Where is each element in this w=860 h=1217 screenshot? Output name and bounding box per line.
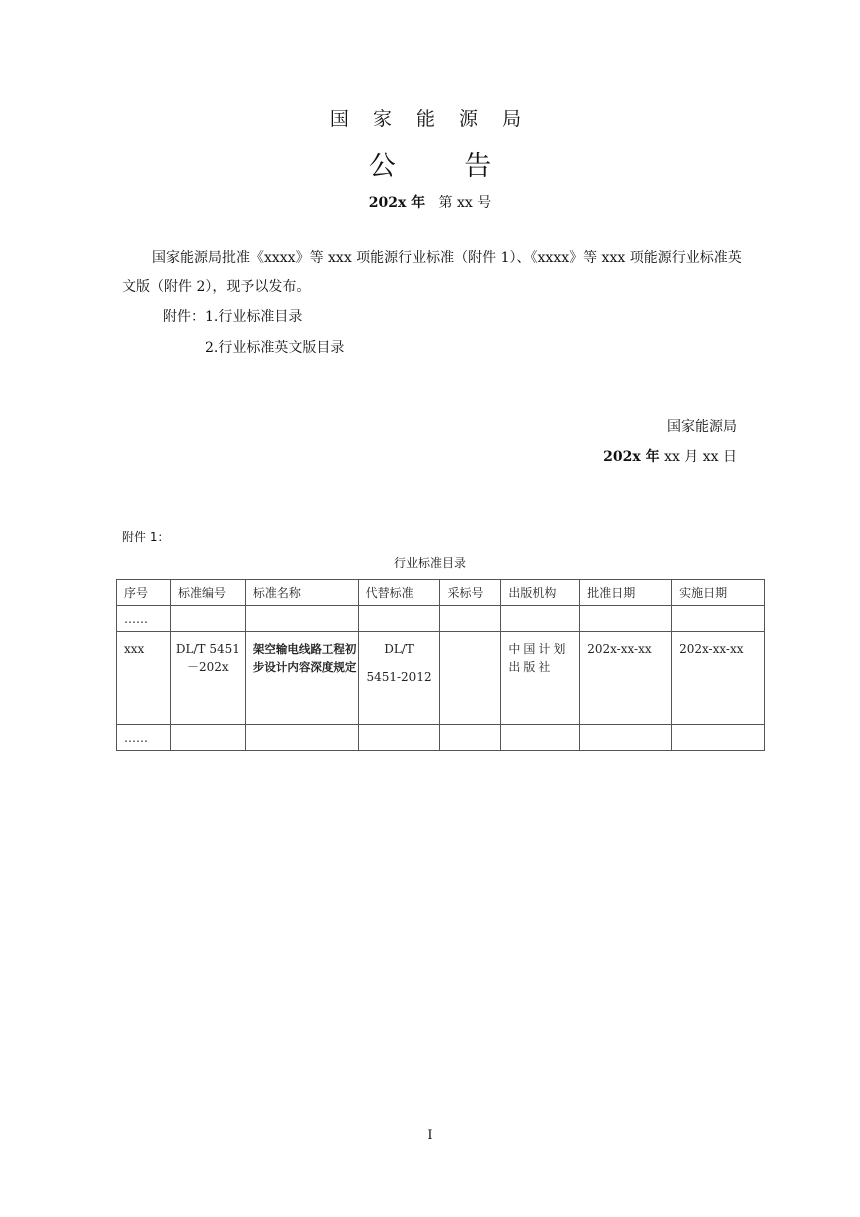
standards-table (116, 579, 765, 751)
appendix-label: 附件 1： (122, 530, 170, 544)
cell-replaces-line2: 5451-2012 (366, 670, 432, 684)
signature-organization: 国家能源局 (667, 419, 737, 435)
cell-no: xxx (117, 632, 171, 725)
cell-code: DL/T 5451－202x (170, 632, 245, 725)
table-row (117, 725, 765, 751)
cell-adopted (440, 632, 501, 725)
cell-approved: 202x-xx-xx (580, 632, 672, 725)
cell-replaces-line1: DL/T (384, 642, 414, 656)
announcement-number (0, 192, 860, 212)
cell-publisher: 中国计划出版社 (501, 632, 580, 725)
column-header: 批准日期 (580, 580, 672, 606)
issuing-organization: 国 家 能 源 局 (329, 108, 531, 130)
cell-no: …… (117, 725, 171, 751)
table-title: 行业标准目录 (393, 556, 466, 570)
announcement-serial: 第 xx 号 (438, 195, 492, 211)
announcement-paragraph: 国家能源局批准《xxxx》等 xxx 项能源行业标准（附件 1）、《xxxx》等 xxx 项能源行业标准英文版（附件 2），现予以发布。 (122, 250, 742, 295)
table-header-row (117, 580, 765, 606)
signature-date-year: 202x 年 (603, 449, 660, 465)
column-header: 标准编号 (170, 580, 245, 606)
table-row (117, 606, 765, 632)
column-header: 序号 (117, 580, 171, 606)
cell-replaces (358, 632, 440, 725)
announcement-year: 202x 年 (368, 195, 426, 211)
signature-date (603, 446, 737, 466)
cell-effective: 202x-xx-xx (672, 632, 765, 725)
column-header: 采标号 (440, 580, 501, 606)
column-header: 标准名称 (245, 580, 358, 606)
announcement-title: 公 告 (368, 151, 522, 182)
table-row (117, 632, 765, 725)
attachment-line-2: 2.行业标准英文版目录 (205, 340, 345, 356)
cell-no: …… (117, 606, 171, 632)
signature-date-rest: xx 月 xx 日 (664, 449, 737, 465)
attachment-line-1: 附件：1.行业标准目录 (163, 309, 303, 325)
column-header: 出版机构 (501, 580, 580, 606)
cell-name: 架空输电线路工程初步设计内容深度规定 (245, 632, 358, 725)
column-header: 代替标准 (358, 580, 440, 606)
page-number: I (427, 1128, 433, 1143)
column-header: 实施日期 (672, 580, 765, 606)
